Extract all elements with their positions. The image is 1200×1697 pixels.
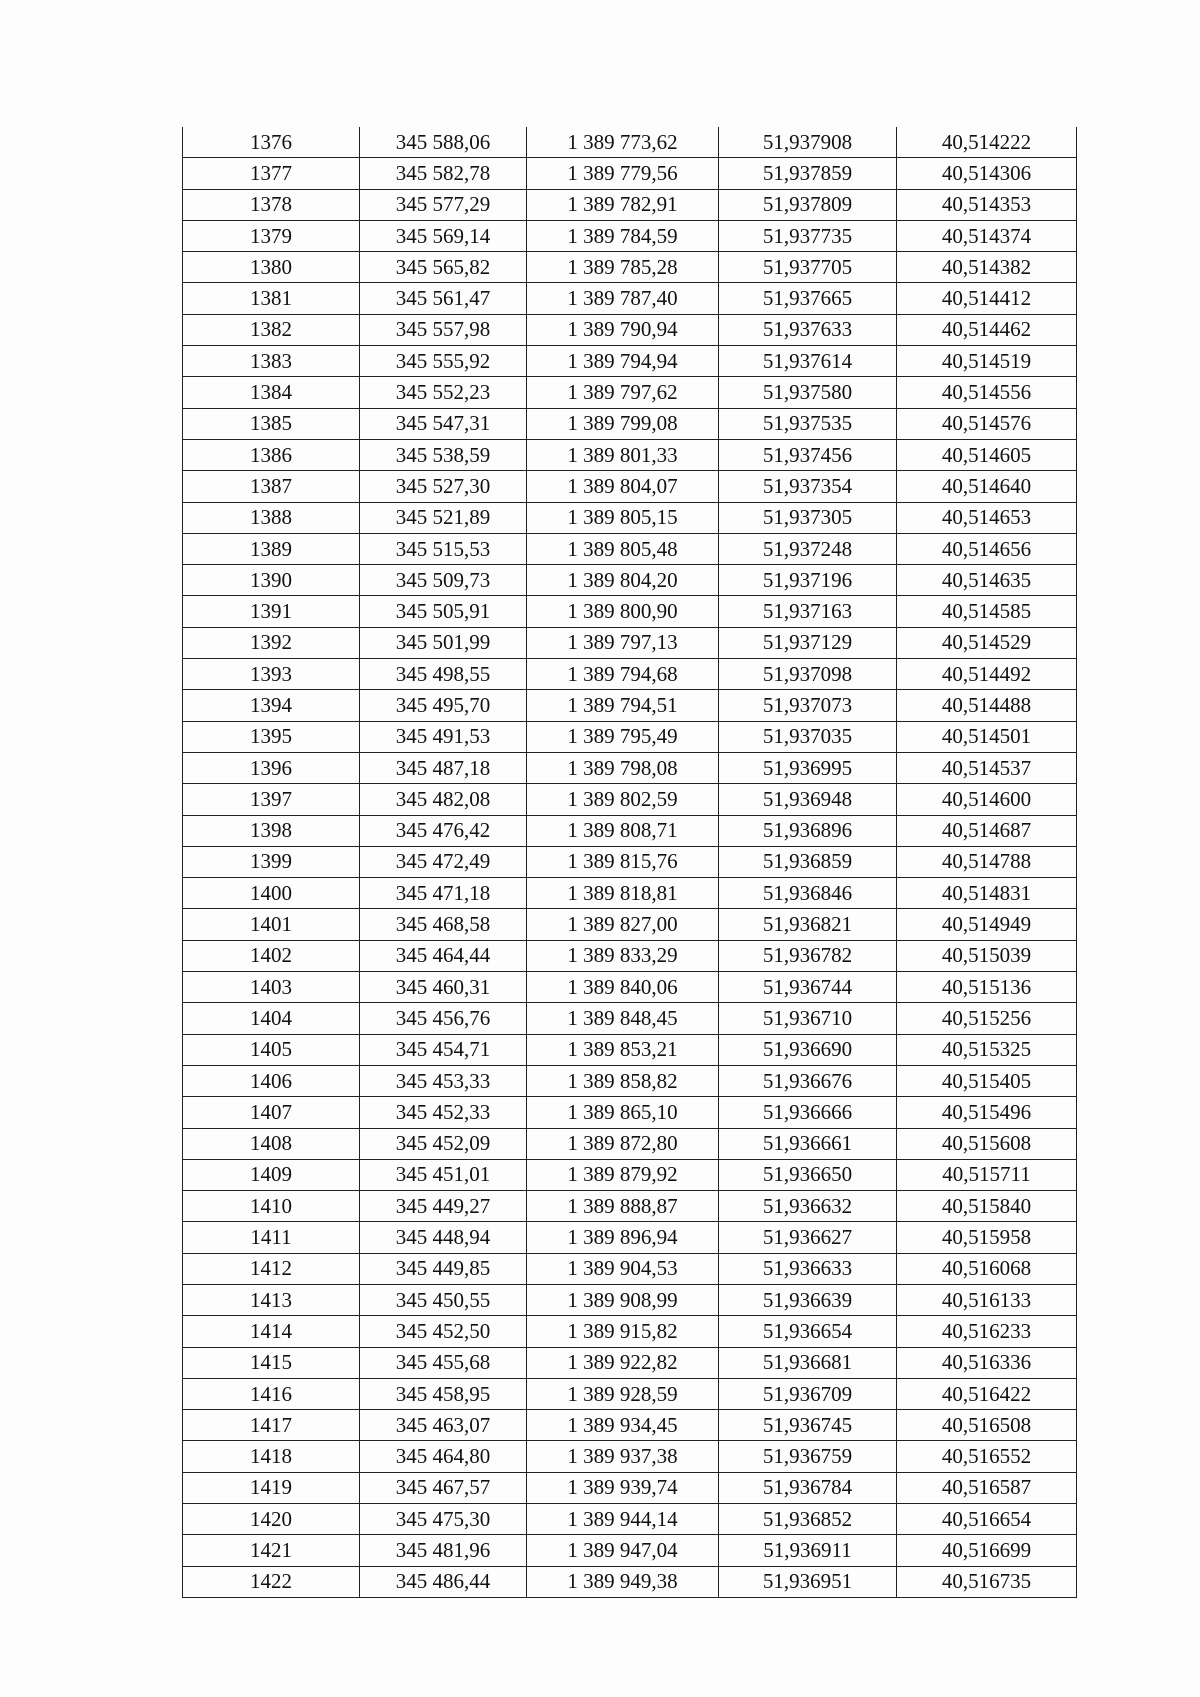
point-number-cell: 1401 [183, 909, 360, 940]
y-coordinate-cell: 1 389 840,06 [527, 972, 719, 1003]
table-row [183, 1128, 1077, 1159]
longitude-cell: 40,514635 [897, 565, 1077, 596]
longitude-cell: 40,516336 [897, 1347, 1077, 1378]
latitude-cell: 51,936782 [719, 940, 897, 971]
longitude-cell: 40,514306 [897, 158, 1077, 189]
x-coordinate-cell: 345 501,99 [360, 627, 527, 658]
x-coordinate-cell: 345 460,31 [360, 972, 527, 1003]
latitude-cell: 51,936690 [719, 1034, 897, 1065]
point-number-cell: 1384 [183, 377, 360, 408]
y-coordinate-cell: 1 389 805,48 [527, 533, 719, 564]
latitude-cell: 51,936666 [719, 1097, 897, 1128]
x-coordinate-cell: 345 454,71 [360, 1034, 527, 1065]
point-number-cell: 1395 [183, 721, 360, 752]
point-number-cell: 1399 [183, 846, 360, 877]
latitude-cell: 51,936911 [719, 1535, 897, 1566]
point-number-cell: 1419 [183, 1472, 360, 1503]
y-coordinate-cell: 1 389 904,53 [527, 1253, 719, 1284]
latitude-cell: 51,937614 [719, 346, 897, 377]
point-number-cell: 1412 [183, 1253, 360, 1284]
table-row [183, 565, 1077, 596]
x-coordinate-cell: 345 515,53 [360, 533, 527, 564]
point-number-cell: 1407 [183, 1097, 360, 1128]
point-number-cell: 1393 [183, 659, 360, 690]
y-coordinate-cell: 1 389 947,04 [527, 1535, 719, 1566]
longitude-cell: 40,514519 [897, 346, 1077, 377]
table-row [183, 1410, 1077, 1441]
point-number-cell: 1415 [183, 1347, 360, 1378]
latitude-cell: 51,937098 [719, 659, 897, 690]
y-coordinate-cell: 1 389 865,10 [527, 1097, 719, 1128]
point-number-cell: 1392 [183, 627, 360, 658]
table-row [183, 690, 1077, 721]
point-number-cell: 1411 [183, 1222, 360, 1253]
latitude-cell: 51,937163 [719, 596, 897, 627]
y-coordinate-cell: 1 389 805,15 [527, 502, 719, 533]
longitude-cell: 40,514656 [897, 533, 1077, 564]
latitude-cell: 51,936821 [719, 909, 897, 940]
point-number-cell: 1388 [183, 502, 360, 533]
table-row [183, 1347, 1077, 1378]
y-coordinate-cell: 1 389 795,49 [527, 721, 719, 752]
longitude-cell: 40,514687 [897, 815, 1077, 846]
table-row [183, 189, 1077, 220]
x-coordinate-cell: 345 449,85 [360, 1253, 527, 1284]
latitude-cell: 51,937305 [719, 502, 897, 533]
table-row [183, 752, 1077, 783]
longitude-cell: 40,514537 [897, 752, 1077, 783]
longitude-cell: 40,514600 [897, 784, 1077, 815]
point-number-cell: 1394 [183, 690, 360, 721]
point-number-cell: 1414 [183, 1316, 360, 1347]
point-number-cell: 1396 [183, 752, 360, 783]
y-coordinate-cell: 1 389 804,20 [527, 565, 719, 596]
longitude-cell: 40,514556 [897, 377, 1077, 408]
longitude-cell: 40,516422 [897, 1378, 1077, 1409]
point-number-cell: 1400 [183, 878, 360, 909]
latitude-cell: 51,937456 [719, 439, 897, 470]
table-row [183, 127, 1077, 158]
x-coordinate-cell: 345 451,01 [360, 1159, 527, 1190]
latitude-cell: 51,936948 [719, 784, 897, 815]
table-row [183, 158, 1077, 189]
y-coordinate-cell: 1 389 787,40 [527, 283, 719, 314]
longitude-cell: 40,514529 [897, 627, 1077, 658]
point-number-cell: 1418 [183, 1441, 360, 1472]
latitude-cell: 51,937633 [719, 314, 897, 345]
point-number-cell: 1382 [183, 314, 360, 345]
point-number-cell: 1389 [183, 533, 360, 564]
point-number-cell: 1387 [183, 471, 360, 502]
x-coordinate-cell: 345 456,76 [360, 1003, 527, 1034]
longitude-cell: 40,515958 [897, 1222, 1077, 1253]
longitude-cell: 40,514353 [897, 189, 1077, 220]
table-row [183, 1472, 1077, 1503]
table-row [183, 283, 1077, 314]
table-row [183, 533, 1077, 564]
point-number-cell: 1417 [183, 1410, 360, 1441]
x-coordinate-cell: 345 458,95 [360, 1378, 527, 1409]
latitude-cell: 51,936759 [719, 1441, 897, 1472]
longitude-cell: 40,514222 [897, 127, 1077, 158]
point-number-cell: 1385 [183, 408, 360, 439]
point-number-cell: 1402 [183, 940, 360, 971]
y-coordinate-cell: 1 389 853,21 [527, 1034, 719, 1065]
point-number-cell: 1406 [183, 1065, 360, 1096]
latitude-cell: 51,937248 [719, 533, 897, 564]
longitude-cell: 40,515608 [897, 1128, 1077, 1159]
latitude-cell: 51,936710 [719, 1003, 897, 1034]
table-row [183, 1253, 1077, 1284]
latitude-cell: 51,936896 [719, 815, 897, 846]
y-coordinate-cell: 1 389 815,76 [527, 846, 719, 877]
latitude-cell: 51,937908 [719, 127, 897, 158]
y-coordinate-cell: 1 389 922,82 [527, 1347, 719, 1378]
y-coordinate-cell: 1 389 896,94 [527, 1222, 719, 1253]
y-coordinate-cell: 1 389 827,00 [527, 909, 719, 940]
x-coordinate-cell: 345 452,09 [360, 1128, 527, 1159]
table-row [183, 439, 1077, 470]
longitude-cell: 40,514653 [897, 502, 1077, 533]
y-coordinate-cell: 1 389 794,51 [527, 690, 719, 721]
y-coordinate-cell: 1 389 944,14 [527, 1504, 719, 1535]
longitude-cell: 40,516699 [897, 1535, 1077, 1566]
table-row [183, 1535, 1077, 1566]
x-coordinate-cell: 345 491,53 [360, 721, 527, 752]
point-number-cell: 1405 [183, 1034, 360, 1065]
y-coordinate-cell: 1 389 934,45 [527, 1410, 719, 1441]
latitude-cell: 51,937035 [719, 721, 897, 752]
longitude-cell: 40,515840 [897, 1191, 1077, 1222]
longitude-cell: 40,514492 [897, 659, 1077, 690]
longitude-cell: 40,515136 [897, 972, 1077, 1003]
coordinates-table [182, 127, 1077, 1598]
table-row [183, 1222, 1077, 1253]
latitude-cell: 51,936632 [719, 1191, 897, 1222]
longitude-cell: 40,516552 [897, 1441, 1077, 1472]
longitude-cell: 40,516654 [897, 1504, 1077, 1535]
latitude-cell: 51,936627 [719, 1222, 897, 1253]
longitude-cell: 40,514412 [897, 283, 1077, 314]
longitude-cell: 40,515496 [897, 1097, 1077, 1128]
x-coordinate-cell: 345 452,33 [360, 1097, 527, 1128]
x-coordinate-cell: 345 538,59 [360, 439, 527, 470]
latitude-cell: 51,937735 [719, 220, 897, 251]
x-coordinate-cell: 345 495,70 [360, 690, 527, 721]
longitude-cell: 40,514374 [897, 220, 1077, 251]
longitude-cell: 40,514576 [897, 408, 1077, 439]
x-coordinate-cell: 345 521,89 [360, 502, 527, 533]
longitude-cell: 40,515405 [897, 1065, 1077, 1096]
latitude-cell: 51,936639 [719, 1284, 897, 1315]
x-coordinate-cell: 345 487,18 [360, 752, 527, 783]
table-row [183, 252, 1077, 283]
latitude-cell: 51,937705 [719, 252, 897, 283]
x-coordinate-cell: 345 561,47 [360, 283, 527, 314]
longitude-cell: 40,516233 [897, 1316, 1077, 1347]
point-number-cell: 1378 [183, 189, 360, 220]
x-coordinate-cell: 345 557,98 [360, 314, 527, 345]
y-coordinate-cell: 1 389 872,80 [527, 1128, 719, 1159]
latitude-cell: 51,937859 [719, 158, 897, 189]
latitude-cell: 51,936852 [719, 1504, 897, 1535]
point-number-cell: 1410 [183, 1191, 360, 1222]
y-coordinate-cell: 1 389 800,90 [527, 596, 719, 627]
x-coordinate-cell: 345 547,31 [360, 408, 527, 439]
x-coordinate-cell: 345 452,50 [360, 1316, 527, 1347]
table-row [183, 940, 1077, 971]
y-coordinate-cell: 1 389 928,59 [527, 1378, 719, 1409]
latitude-cell: 51,937129 [719, 627, 897, 658]
latitude-cell: 51,936995 [719, 752, 897, 783]
x-coordinate-cell: 345 482,08 [360, 784, 527, 815]
latitude-cell: 51,937580 [719, 377, 897, 408]
latitude-cell: 51,936846 [719, 878, 897, 909]
y-coordinate-cell: 1 389 797,62 [527, 377, 719, 408]
x-coordinate-cell: 345 588,06 [360, 127, 527, 158]
table-row [183, 627, 1077, 658]
point-number-cell: 1409 [183, 1159, 360, 1190]
table-row [183, 346, 1077, 377]
latitude-cell: 51,936661 [719, 1128, 897, 1159]
x-coordinate-cell: 345 565,82 [360, 252, 527, 283]
longitude-cell: 40,514382 [897, 252, 1077, 283]
longitude-cell: 40,516068 [897, 1253, 1077, 1284]
x-coordinate-cell: 345 552,23 [360, 377, 527, 408]
longitude-cell: 40,514501 [897, 721, 1077, 752]
y-coordinate-cell: 1 389 798,08 [527, 752, 719, 783]
table-row [183, 1504, 1077, 1535]
x-coordinate-cell: 345 555,92 [360, 346, 527, 377]
longitude-cell: 40,514605 [897, 439, 1077, 470]
longitude-cell: 40,516735 [897, 1566, 1077, 1597]
x-coordinate-cell: 345 498,55 [360, 659, 527, 690]
y-coordinate-cell: 1 389 818,81 [527, 878, 719, 909]
longitude-cell: 40,514949 [897, 909, 1077, 940]
y-coordinate-cell: 1 389 937,38 [527, 1441, 719, 1472]
latitude-cell: 51,936744 [719, 972, 897, 1003]
table-row [183, 1284, 1077, 1315]
table-row [183, 377, 1077, 408]
x-coordinate-cell: 345 467,57 [360, 1472, 527, 1503]
point-number-cell: 1403 [183, 972, 360, 1003]
table-row [183, 815, 1077, 846]
point-number-cell: 1420 [183, 1504, 360, 1535]
latitude-cell: 51,936745 [719, 1410, 897, 1441]
x-coordinate-cell: 345 450,55 [360, 1284, 527, 1315]
table-row [183, 220, 1077, 251]
y-coordinate-cell: 1 389 790,94 [527, 314, 719, 345]
table-row [183, 972, 1077, 1003]
table-row [183, 1097, 1077, 1128]
table-row [183, 659, 1077, 690]
longitude-cell: 40,515256 [897, 1003, 1077, 1034]
table-row [183, 1159, 1077, 1190]
point-number-cell: 1377 [183, 158, 360, 189]
point-number-cell: 1383 [183, 346, 360, 377]
longitude-cell: 40,514831 [897, 878, 1077, 909]
point-number-cell: 1390 [183, 565, 360, 596]
x-coordinate-cell: 345 468,58 [360, 909, 527, 940]
y-coordinate-cell: 1 389 779,56 [527, 158, 719, 189]
latitude-cell: 51,937073 [719, 690, 897, 721]
x-coordinate-cell: 345 486,44 [360, 1566, 527, 1597]
y-coordinate-cell: 1 389 888,87 [527, 1191, 719, 1222]
latitude-cell: 51,937809 [719, 189, 897, 220]
y-coordinate-cell: 1 389 879,92 [527, 1159, 719, 1190]
latitude-cell: 51,937535 [719, 408, 897, 439]
table-row [183, 1191, 1077, 1222]
x-coordinate-cell: 345 455,68 [360, 1347, 527, 1378]
table-row [183, 1065, 1077, 1096]
table-row [183, 596, 1077, 627]
point-number-cell: 1379 [183, 220, 360, 251]
x-coordinate-cell: 345 449,27 [360, 1191, 527, 1222]
point-number-cell: 1380 [183, 252, 360, 283]
point-number-cell: 1376 [183, 127, 360, 158]
point-number-cell: 1413 [183, 1284, 360, 1315]
longitude-cell: 40,515711 [897, 1159, 1077, 1190]
y-coordinate-cell: 1 389 794,68 [527, 659, 719, 690]
y-coordinate-cell: 1 389 848,45 [527, 1003, 719, 1034]
x-coordinate-cell: 345 569,14 [360, 220, 527, 251]
y-coordinate-cell: 1 389 804,07 [527, 471, 719, 502]
x-coordinate-cell: 345 476,42 [360, 815, 527, 846]
latitude-cell: 51,936681 [719, 1347, 897, 1378]
point-number-cell: 1386 [183, 439, 360, 470]
longitude-cell: 40,516133 [897, 1284, 1077, 1315]
y-coordinate-cell: 1 389 799,08 [527, 408, 719, 439]
latitude-cell: 51,936676 [719, 1065, 897, 1096]
point-number-cell: 1398 [183, 815, 360, 846]
table-row [183, 314, 1077, 345]
x-coordinate-cell: 345 472,49 [360, 846, 527, 877]
latitude-cell: 51,936709 [719, 1378, 897, 1409]
longitude-cell: 40,515325 [897, 1034, 1077, 1065]
latitude-cell: 51,937354 [719, 471, 897, 502]
y-coordinate-cell: 1 389 833,29 [527, 940, 719, 971]
longitude-cell: 40,516587 [897, 1472, 1077, 1503]
table-row [183, 721, 1077, 752]
table-row [183, 502, 1077, 533]
longitude-cell: 40,515039 [897, 940, 1077, 971]
point-number-cell: 1421 [183, 1535, 360, 1566]
table-row [183, 1316, 1077, 1347]
y-coordinate-cell: 1 389 949,38 [527, 1566, 719, 1597]
table-row [183, 1034, 1077, 1065]
y-coordinate-cell: 1 389 797,13 [527, 627, 719, 658]
point-number-cell: 1422 [183, 1566, 360, 1597]
y-coordinate-cell: 1 389 858,82 [527, 1065, 719, 1096]
table-row [183, 408, 1077, 439]
y-coordinate-cell: 1 389 915,82 [527, 1316, 719, 1347]
y-coordinate-cell: 1 389 782,91 [527, 189, 719, 220]
point-number-cell: 1416 [183, 1378, 360, 1409]
point-number-cell: 1404 [183, 1003, 360, 1034]
x-coordinate-cell: 345 577,29 [360, 189, 527, 220]
latitude-cell: 51,937196 [719, 565, 897, 596]
table-row [183, 784, 1077, 815]
y-coordinate-cell: 1 389 801,33 [527, 439, 719, 470]
longitude-cell: 40,516508 [897, 1410, 1077, 1441]
x-coordinate-cell: 345 527,30 [360, 471, 527, 502]
latitude-cell: 51,936859 [719, 846, 897, 877]
y-coordinate-cell: 1 389 939,74 [527, 1472, 719, 1503]
longitude-cell: 40,514462 [897, 314, 1077, 345]
x-coordinate-cell: 345 453,33 [360, 1065, 527, 1096]
longitude-cell: 40,514788 [897, 846, 1077, 877]
x-coordinate-cell: 345 464,44 [360, 940, 527, 971]
table-row [183, 846, 1077, 877]
point-number-cell: 1397 [183, 784, 360, 815]
latitude-cell: 51,936650 [719, 1159, 897, 1190]
table-row [183, 878, 1077, 909]
y-coordinate-cell: 1 389 794,94 [527, 346, 719, 377]
table-row [183, 909, 1077, 940]
latitude-cell: 51,936951 [719, 1566, 897, 1597]
latitude-cell: 51,937665 [719, 283, 897, 314]
y-coordinate-cell: 1 389 908,99 [527, 1284, 719, 1315]
x-coordinate-cell: 345 475,30 [360, 1504, 527, 1535]
x-coordinate-cell: 345 471,18 [360, 878, 527, 909]
longitude-cell: 40,514488 [897, 690, 1077, 721]
x-coordinate-cell: 345 481,96 [360, 1535, 527, 1566]
longitude-cell: 40,514585 [897, 596, 1077, 627]
x-coordinate-cell: 345 509,73 [360, 565, 527, 596]
table-row [183, 471, 1077, 502]
x-coordinate-cell: 345 448,94 [360, 1222, 527, 1253]
table-row [183, 1566, 1077, 1597]
latitude-cell: 51,936633 [719, 1253, 897, 1284]
x-coordinate-cell: 345 582,78 [360, 158, 527, 189]
point-number-cell: 1381 [183, 283, 360, 314]
point-number-cell: 1391 [183, 596, 360, 627]
y-coordinate-cell: 1 389 802,59 [527, 784, 719, 815]
table-row [183, 1378, 1077, 1409]
latitude-cell: 51,936654 [719, 1316, 897, 1347]
coordinates-table-body [183, 127, 1077, 1597]
x-coordinate-cell: 345 463,07 [360, 1410, 527, 1441]
y-coordinate-cell: 1 389 784,59 [527, 220, 719, 251]
y-coordinate-cell: 1 389 808,71 [527, 815, 719, 846]
x-coordinate-cell: 345 464,80 [360, 1441, 527, 1472]
point-number-cell: 1408 [183, 1128, 360, 1159]
longitude-cell: 40,514640 [897, 471, 1077, 502]
x-coordinate-cell: 345 505,91 [360, 596, 527, 627]
latitude-cell: 51,936784 [719, 1472, 897, 1503]
y-coordinate-cell: 1 389 785,28 [527, 252, 719, 283]
table-row [183, 1441, 1077, 1472]
table-row [183, 1003, 1077, 1034]
y-coordinate-cell: 1 389 773,62 [527, 127, 719, 158]
